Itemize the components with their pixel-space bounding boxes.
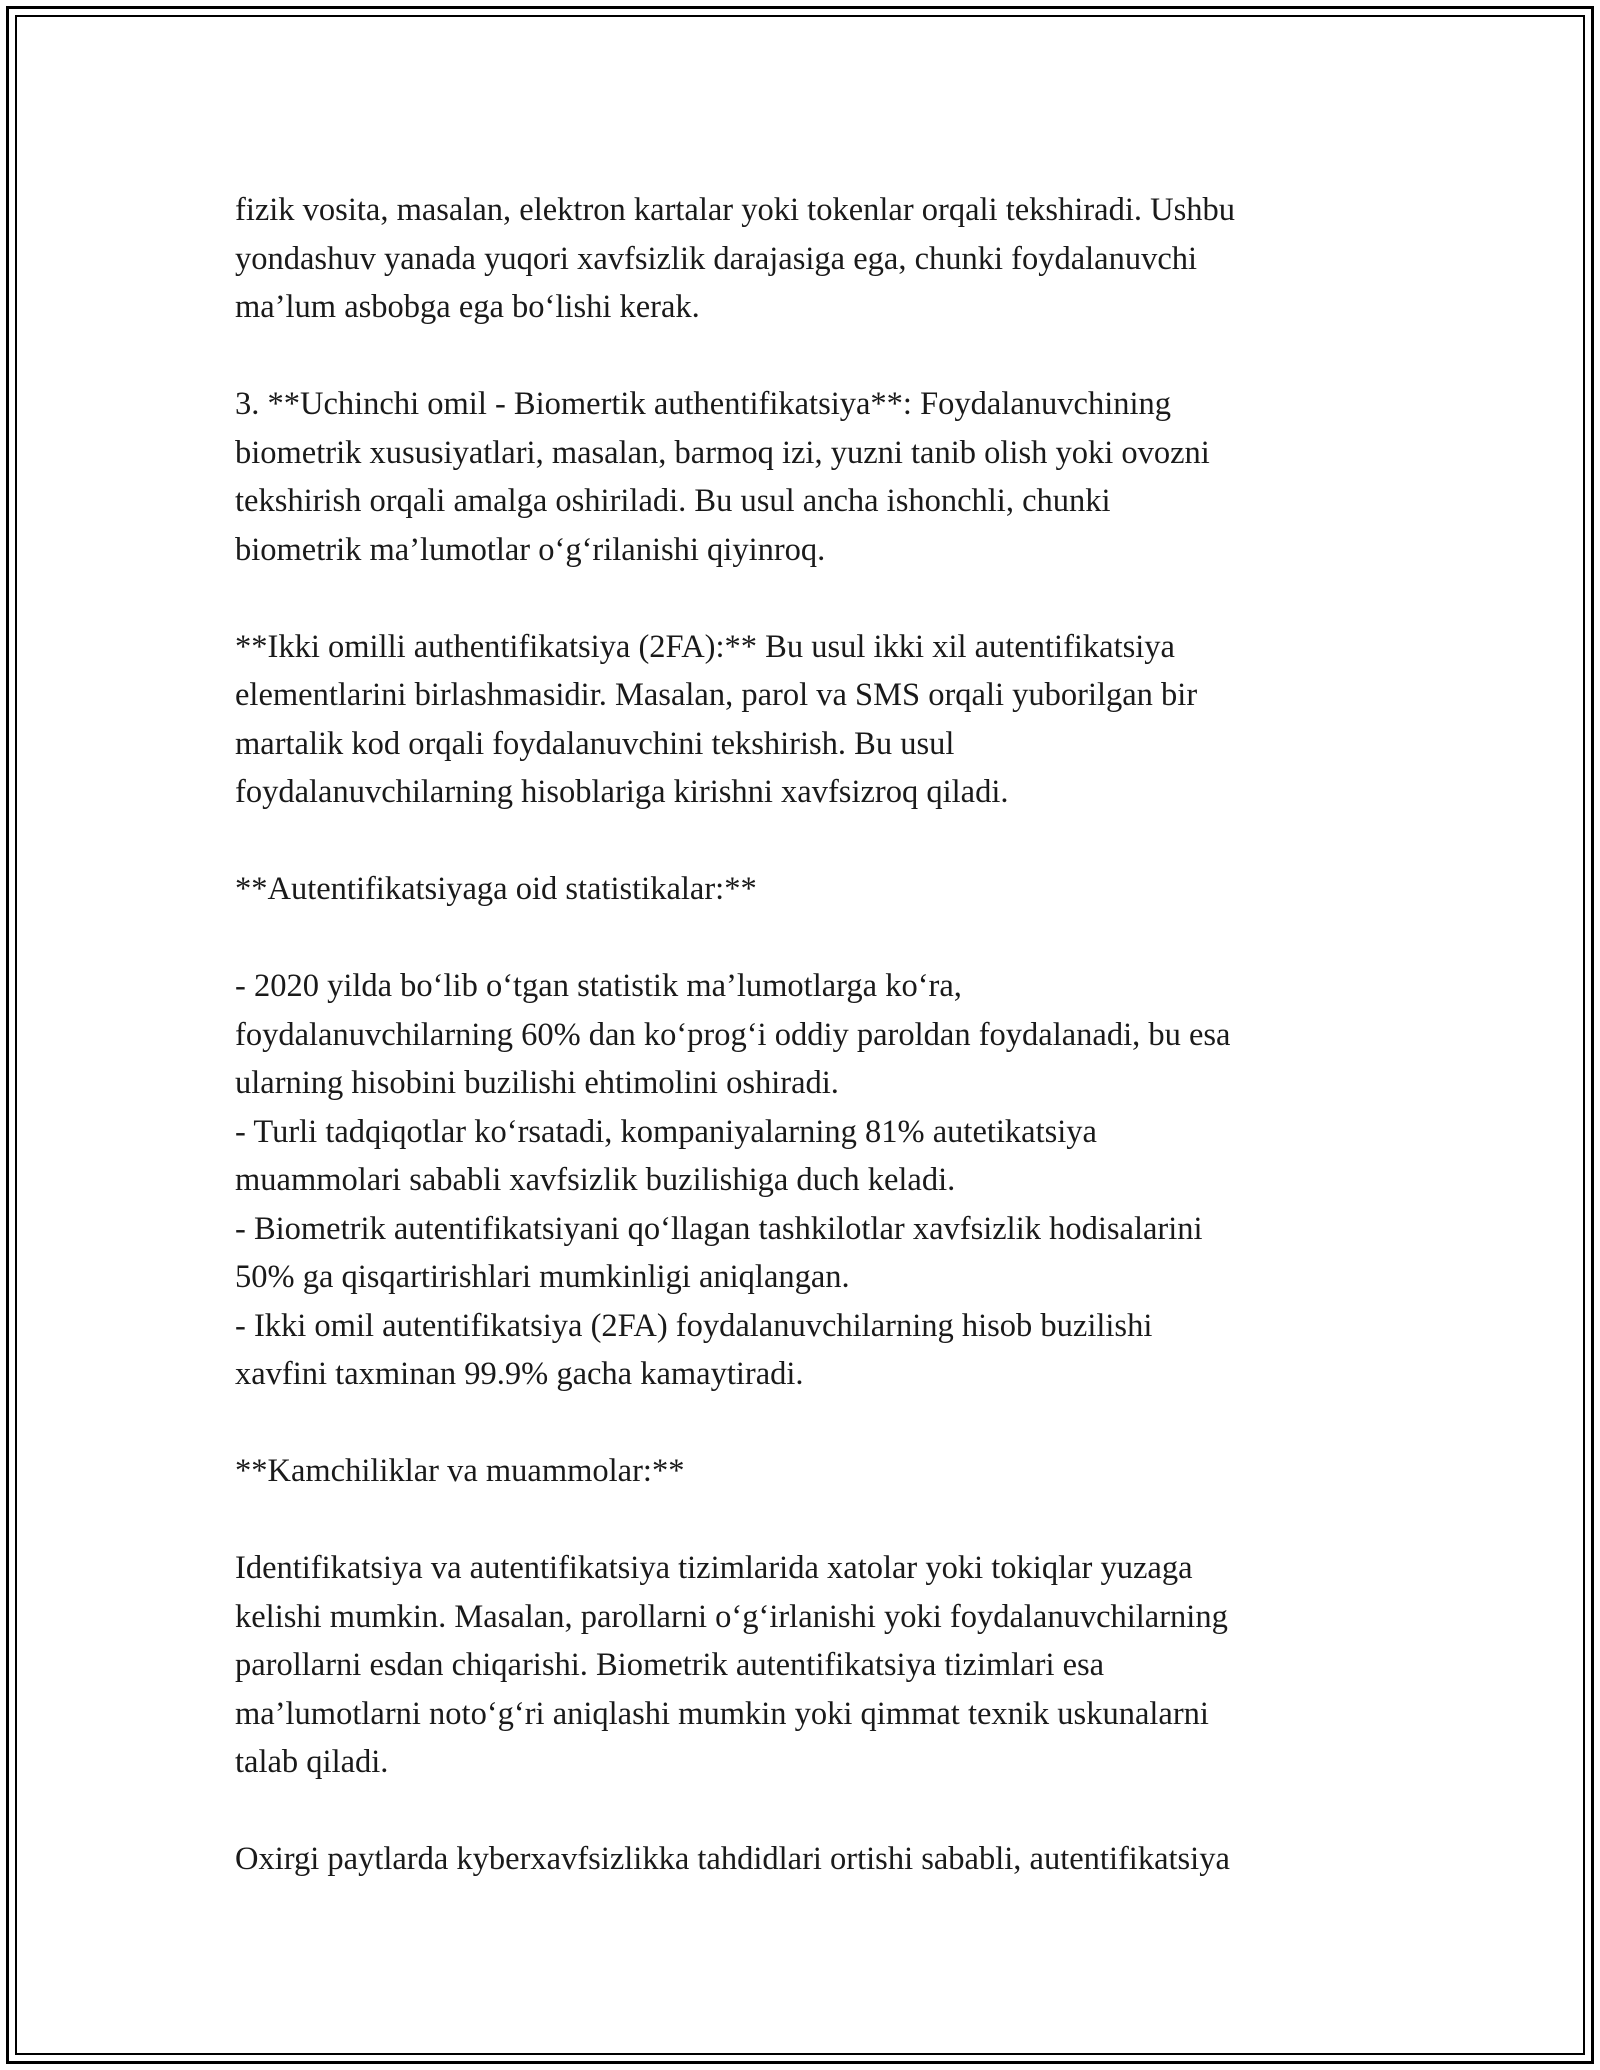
paragraph-possession-factor	[235, 186, 1395, 332]
text-line: Identifikatsiya va autentifikatsiya tizimlarida xatolar yoki tokiqlar yuzaga	[235, 1550, 1193, 1586]
text-line: **Kamchiliklar va muammolar:**	[235, 1453, 685, 1489]
text-line: biometrik xususiyatlari, masalan, barmoq izi, yuzni tanib olish yoki ovozni	[235, 434, 1210, 471]
text-line: xavfini taxminan 99.9% gacha kamaytiradi.	[235, 1356, 804, 1392]
paragraph-2fa	[235, 623, 1395, 817]
paragraph-drawbacks	[235, 1544, 1395, 1787]
text-line: elementlarini birlashmasidir. Masalan, parol va SMS orqali yuborilgan bir	[235, 677, 1198, 713]
text-line: - 2020 yilda bo‘lib o‘tgan statistik ma’lumotlarga ko‘ra,	[235, 968, 962, 1004]
text-line: - Ikki omil autentifikatsiya (2FA) foydalanuvchilarning hisob buzilishi	[235, 1307, 1153, 1344]
text-line: **Ikki omilli authentifikatsiya (2FA):** Bu usul ikki xil autentifikatsiya	[235, 628, 1175, 665]
text-line: 3. **Uchinchi omil - Biomertik authentifikatsiya**: Foydalanuvchining	[235, 386, 1172, 422]
text-line: parollarni esdan chiqarishi. Biometrik autentifikatsiya tizimlari esa	[235, 1647, 1105, 1683]
text-line: martalik kod orqali foydalanuvchini tekshirish. Bu usul	[235, 725, 955, 762]
list-statistics	[235, 962, 1395, 1399]
text-line: talab qiladi.	[235, 1744, 389, 1780]
text-line: yondashuv yanada yuqori xavfsizlik darajasiga ega, chunki foydalanuvchi	[235, 240, 1198, 277]
document-body	[235, 186, 1395, 1932]
text-line: tekshirish orqali amalga oshiriladi. Bu usul ancha ishonchli, chunki	[235, 483, 1111, 519]
heading-drawbacks	[235, 1447, 1395, 1496]
text-line: biometrik ma’lumotlar o‘g‘rilanishi qiyinroq.	[235, 531, 826, 568]
text-line: **Autentifikatsiyaga oid statistikalar:**	[235, 871, 757, 907]
text-line: foydalanuvchilarning hisoblariga kirishni xavfsizroq qiladi.	[235, 774, 1009, 810]
text-line: foydalanuvchilarning 60% dan ko‘prog‘i oddiy paroldan foydalanadi, bu esa	[235, 1016, 1231, 1053]
heading-statistics	[235, 865, 1395, 914]
paragraph-conclusion	[235, 1835, 1395, 1884]
text-line: kelishi mumkin. Masalan, parollarni o‘g‘irlanishi yoki foydalanuvchilarning	[235, 1598, 1228, 1635]
text-line: 50% ga qisqartirishlari mumkinligi aniqlangan.	[235, 1259, 850, 1295]
text-line: fizik vosita, masalan, elektron kartalar yoki tokenlar orqali tekshiradi. Ushbu	[235, 192, 1235, 228]
text-line: ma’lumotlarni noto‘g‘ri aniqlashi mumkin yoki qimmat texnik uskunalarni	[235, 1695, 1209, 1732]
text-line: ma’lum asbobga ega bo‘lishi kerak.	[235, 289, 700, 325]
paragraph-biometric-factor	[235, 380, 1395, 574]
text-line: - Turli tadqiqotlar ko‘rsatadi, kompaniyalarning 81% autetikatsiya	[235, 1113, 1097, 1150]
text-line: Oxirgi paytlarda kyberxavfsizlikka tahdidlari ortishi sababli, autentifikatsiya	[235, 1841, 1230, 1877]
text-line: - Biometrik autentifikatsiyani qo‘llagan tashkilotlar xavfsizlik hodisalarini	[235, 1210, 1203, 1247]
text-line: ularning hisobini buzilishi ehtimolini oshiradi.	[235, 1065, 839, 1101]
text-line: muammolari sababli xavfsizlik buzilishiga duch keladi.	[235, 1162, 956, 1198]
